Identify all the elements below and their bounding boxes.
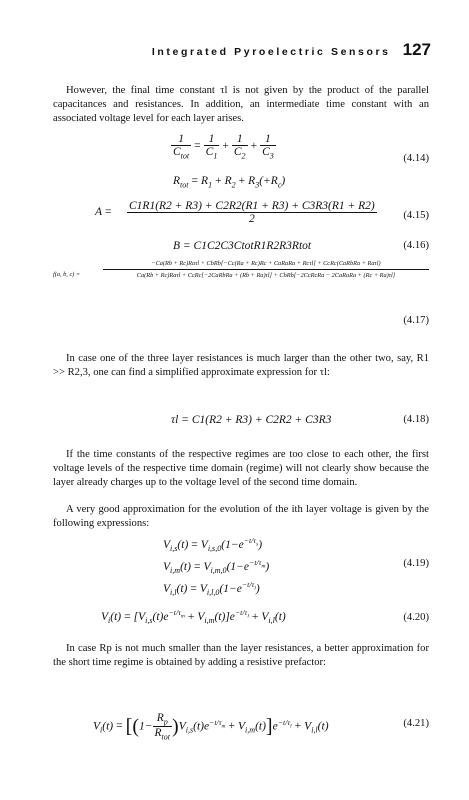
paragraph-time-constant: However, the final time constant τl is not given by the product of the parallel capacitances and resistances. In addition, an intermediate time constant with an associated voltage level for each layer arises. [53, 85, 429, 124]
equation-4-21: $V_i(t) = [(1-$ $\frac{R_p}{R_{tot}}$ )$V_{i,s}(t)e^{-t/\tau_m} + V_{i,m}(t)]e^{-t/\tau_l} + V_{i,l}(t)$ (4.21) [93, 712, 429, 742]
running-head [0, 40, 431, 62]
paragraph-simplified: In case one of the three layer resistances is much larger than the other two, say, R1 >> R2,3, one can find a simplified approximate expression for τl: [53, 353, 429, 378]
paragraph-prefactor: In case Rp is not much smaller than the layer resistances, a better approximation for the short time regime is obtained by adding a resistive prefactor: [53, 643, 429, 668]
equation-number: (4.18) [403, 414, 429, 425]
equation-4-20: $V_i(t) = [V_{i,s}(t)e^{-t/\tau_m} + V_{i,m}(t)]e^{-t/\tau_l} + V_{i,l}(t)$ (4.20) [101, 608, 429, 626]
eq-4-17-denominator: Ca(Rb + Rc)Raτl + CcRc[−2CaRbRa + (Rb + Ra)τl] + CbRb[−2CcRcRa − 2CaRaRa + (Rc + Ra)τl] [136, 272, 396, 279]
equation-number: (4.19) [403, 558, 429, 569]
equation-rtot: $R_{tot} = R_1 + R_2 + R_3(+R_c)$ [173, 175, 286, 190]
eq-4-15-denominator: 2 [249, 213, 255, 225]
equation-number: (4.14) [403, 153, 429, 164]
equation-number: (4.17) [403, 315, 429, 326]
equation-4-19: $V_{i,s}(t) = V_{i,s,0}(1-e^{-t/\tau_s})$ $V_{i,m}(t) = V_{i,m,0}(1-e^{-t/\tau_m})$ $V_{i,l}(t) = V_{i,l,0}(1-e^{-t/\tau_l})$ (4.19) [163, 536, 429, 598]
running-title: Integrated Pyroelectric Sensors [151, 46, 391, 58]
equation-4-18 [53, 414, 429, 438]
paragraph-approximation: A very good approximation for the evolution of the ith layer voltage is given by the following expressions: [53, 504, 429, 529]
eq-4-15-numerator: C1R1(R2 + R3) + C2R2(R1 + R3) + C3R3(R1 + R2) [129, 200, 375, 212]
equation-number: (4.20) [403, 612, 429, 623]
eq-4-16-body: B = C1C2C3CtotR1R2R3Rtot [173, 240, 312, 252]
eq-4-17-lhs: f(a, b, c) = [53, 271, 81, 278]
equation-number: (4.15) [403, 210, 429, 221]
equation-4-14: $\frac{1}{C_{tot}}$ = $\frac{1}{C_1}$ + $\frac{1}{C_2}$ + $\frac{1}{C_3}$ (4.14) [173, 133, 429, 164]
paragraph-regimes: If the time constants of the respective regimes are too close to each other, the first voltage levels of the respective time domain (regime) will not clearly show because the layer already charges up to the voltage level of the second time domain. [53, 449, 429, 488]
equation-4-17 [53, 260, 429, 292]
equation-4-17-number-row [53, 315, 429, 339]
equation-number: (4.16) [403, 240, 429, 251]
equation-number: (4.21) [403, 718, 429, 729]
eq-4-18-body: τl = C1(R2 + R3) + C2R2 + C3R3 [171, 414, 332, 426]
page-number: 127 [402, 40, 431, 59]
eq-4-17-numerator: −Ca(Rb + Rc)Raτl + CbRb[−Cc(Ra + Rc)Rc + CaRaRa + Rcτl] + CcRc(CaRbRa + Raτl) [103, 260, 429, 270]
equation-4-15: A = $\frac{C1R1(R2 + R3) + C2R2(R1 + R3) + C3R3(R1 + R2)}{2}$ (4.15) [95, 200, 429, 225]
